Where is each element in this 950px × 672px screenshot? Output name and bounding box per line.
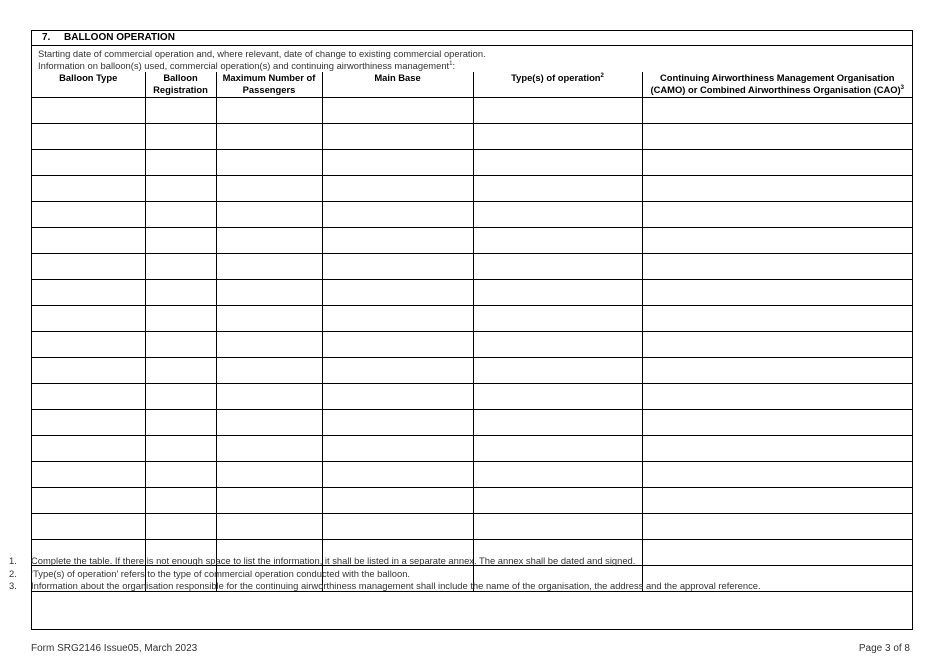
table-cell[interactable] xyxy=(145,149,216,175)
table-cell[interactable] xyxy=(216,227,322,253)
table-cell[interactable] xyxy=(32,331,145,357)
table-cell[interactable] xyxy=(216,201,322,227)
table-cell[interactable] xyxy=(32,357,145,383)
table-cell[interactable] xyxy=(216,487,322,513)
footnote: 1. Complete the table. If there is not enough space to list the information, it shall be listed in a separate annex. The annex shall be dated and signed. xyxy=(9,555,636,566)
table-cell[interactable] xyxy=(642,435,912,461)
table-row xyxy=(32,357,912,383)
table-cell[interactable] xyxy=(145,383,216,409)
table-cell[interactable] xyxy=(473,149,642,175)
section-intro xyxy=(38,48,486,72)
table-cell[interactable] xyxy=(32,305,145,331)
table-cell[interactable] xyxy=(642,175,912,201)
table-cell[interactable] xyxy=(216,409,322,435)
table-cell[interactable] xyxy=(642,279,912,305)
column-header: Main Base xyxy=(322,72,473,97)
table-row xyxy=(32,305,912,331)
table-body xyxy=(32,97,912,591)
table-cell[interactable] xyxy=(145,435,216,461)
column-header: Maximum Number of Passengers xyxy=(216,72,322,97)
table-cell[interactable] xyxy=(473,201,642,227)
table-cell[interactable] xyxy=(32,227,145,253)
table-cell[interactable] xyxy=(473,123,642,149)
table-cell[interactable] xyxy=(642,461,912,487)
table-cell[interactable] xyxy=(322,305,473,331)
table-cell[interactable] xyxy=(642,123,912,149)
table-cell[interactable] xyxy=(145,175,216,201)
table-row xyxy=(32,383,912,409)
table-cell[interactable] xyxy=(642,513,912,539)
table-cell[interactable] xyxy=(473,279,642,305)
table-cell[interactable] xyxy=(32,513,145,539)
intro-line-1: Starting date of commercial operation and, where relevant, date of change to existing commercial operation. xyxy=(38,48,486,59)
table-cell[interactable] xyxy=(32,461,145,487)
table-cell[interactable] xyxy=(473,305,642,331)
section-title: BALLOON OPERATION xyxy=(64,32,175,43)
table-cell[interactable] xyxy=(216,383,322,409)
table-cell[interactable] xyxy=(642,97,912,123)
table-cell[interactable] xyxy=(216,279,322,305)
table-row xyxy=(32,279,912,305)
table-cell[interactable] xyxy=(473,487,642,513)
table-cell[interactable] xyxy=(32,383,145,409)
table-cell[interactable] xyxy=(145,305,216,331)
section-heading xyxy=(32,31,912,46)
table-cell[interactable] xyxy=(32,97,145,123)
table-cell[interactable] xyxy=(32,123,145,149)
table-row xyxy=(32,123,912,149)
column-header: Balloon Registration xyxy=(145,72,216,97)
column-header: Continuing Airworthiness Management Organisation (CAMO) or Combined Airworthiness Organisation (CAO)$^3$ xyxy=(642,72,912,97)
table-row xyxy=(32,331,912,357)
table-cell[interactable] xyxy=(473,461,642,487)
column-header: Balloon Type xyxy=(59,72,118,83)
table-cell[interactable] xyxy=(145,357,216,383)
table-row xyxy=(32,175,912,201)
table-cell[interactable] xyxy=(322,383,473,409)
section-number: 7. xyxy=(42,32,51,43)
form-reference: Form SRG2146 Issue05, March 2023 xyxy=(31,643,198,654)
table-cell[interactable] xyxy=(322,201,473,227)
table-cell[interactable] xyxy=(642,149,912,175)
table-cell[interactable] xyxy=(642,357,912,383)
table-cell[interactable] xyxy=(322,513,473,539)
table-cell[interactable] xyxy=(216,435,322,461)
table-cell[interactable] xyxy=(322,435,473,461)
column-header: Type(s) of operation$^2$ xyxy=(473,72,642,97)
table-cell[interactable] xyxy=(145,461,216,487)
table-cell[interactable] xyxy=(642,383,912,409)
table-cell[interactable] xyxy=(322,357,473,383)
table-cell[interactable] xyxy=(642,253,912,279)
table-cell[interactable] xyxy=(473,357,642,383)
table-cell[interactable] xyxy=(322,227,473,253)
balloon-operation-section xyxy=(31,30,913,630)
table-cell[interactable] xyxy=(473,331,642,357)
table-cell[interactable] xyxy=(145,201,216,227)
balloon-table xyxy=(32,72,912,592)
table-cell[interactable] xyxy=(145,97,216,123)
table-cell[interactable] xyxy=(32,279,145,305)
table-cell[interactable] xyxy=(642,487,912,513)
table-cell[interactable] xyxy=(322,97,473,123)
table-cell[interactable] xyxy=(322,409,473,435)
table-row xyxy=(32,461,912,487)
table-cell[interactable] xyxy=(216,357,322,383)
table-row xyxy=(32,435,912,461)
table-cell[interactable] xyxy=(642,409,912,435)
table-cell[interactable] xyxy=(322,123,473,149)
table-row xyxy=(32,487,912,513)
table-cell[interactable] xyxy=(32,175,145,201)
table-cell[interactable] xyxy=(322,253,473,279)
table-cell[interactable] xyxy=(145,227,216,253)
table-cell[interactable] xyxy=(473,513,642,539)
table-row xyxy=(32,149,912,175)
table-cell[interactable] xyxy=(216,175,322,201)
intro-line-2: Information on balloon(s) used, commercial operation(s) and continuing airworthiness management$^1$: xyxy=(38,60,456,71)
table-cell[interactable] xyxy=(473,409,642,435)
table-cell[interactable] xyxy=(216,97,322,123)
table-cell[interactable] xyxy=(145,279,216,305)
table-cell[interactable] xyxy=(322,487,473,513)
table-cell[interactable] xyxy=(145,253,216,279)
table-cell[interactable] xyxy=(322,461,473,487)
table-cell[interactable] xyxy=(322,175,473,201)
table-cell[interactable] xyxy=(216,461,322,487)
table-cell[interactable] xyxy=(642,227,912,253)
table-cell[interactable] xyxy=(473,175,642,201)
table-cell[interactable] xyxy=(216,253,322,279)
footnote: 2. ‘Type(s) of operation’ refers to the type of commercial operation conducted with the balloon. xyxy=(9,567,411,579)
page-number: Page 3 of 8 xyxy=(858,643,910,654)
table-cell[interactable] xyxy=(473,383,642,409)
table-cell[interactable] xyxy=(145,123,216,149)
table-row xyxy=(32,253,912,279)
table-row xyxy=(32,201,912,227)
table-cell[interactable] xyxy=(145,409,216,435)
table-cell[interactable] xyxy=(145,513,216,539)
table-cell[interactable] xyxy=(32,201,145,227)
table-row xyxy=(32,97,912,123)
footnote: 3. Information about the organisation responsible for the continuing airworthiness management shall include the name of the organisation, the address and the approval reference. xyxy=(9,580,761,591)
table-row xyxy=(32,513,912,539)
table-row xyxy=(32,409,912,435)
footnotes xyxy=(9,555,761,593)
table-cell[interactable] xyxy=(145,487,216,513)
table-cell[interactable] xyxy=(642,201,912,227)
table-cell[interactable] xyxy=(473,97,642,123)
table-cell[interactable] xyxy=(32,409,145,435)
table-row xyxy=(32,227,912,253)
table-cell[interactable] xyxy=(216,305,322,331)
table-cell[interactable] xyxy=(642,305,912,331)
table-cell[interactable] xyxy=(473,227,642,253)
table-cell[interactable] xyxy=(145,331,216,357)
table-cell[interactable] xyxy=(216,123,322,149)
table-cell[interactable] xyxy=(32,435,145,461)
table-cell[interactable] xyxy=(32,253,145,279)
table-cell[interactable] xyxy=(322,331,473,357)
table-cell[interactable] xyxy=(32,149,145,175)
table-cell[interactable] xyxy=(473,435,642,461)
table-cell[interactable] xyxy=(473,253,642,279)
table-cell[interactable] xyxy=(216,513,322,539)
table-cell[interactable] xyxy=(322,279,473,305)
table-cell[interactable] xyxy=(32,487,145,513)
table-header-row xyxy=(32,72,912,97)
table-cell[interactable] xyxy=(216,331,322,357)
table-cell[interactable] xyxy=(642,331,912,357)
table-cell[interactable] xyxy=(216,149,322,175)
table-cell[interactable] xyxy=(322,149,473,175)
